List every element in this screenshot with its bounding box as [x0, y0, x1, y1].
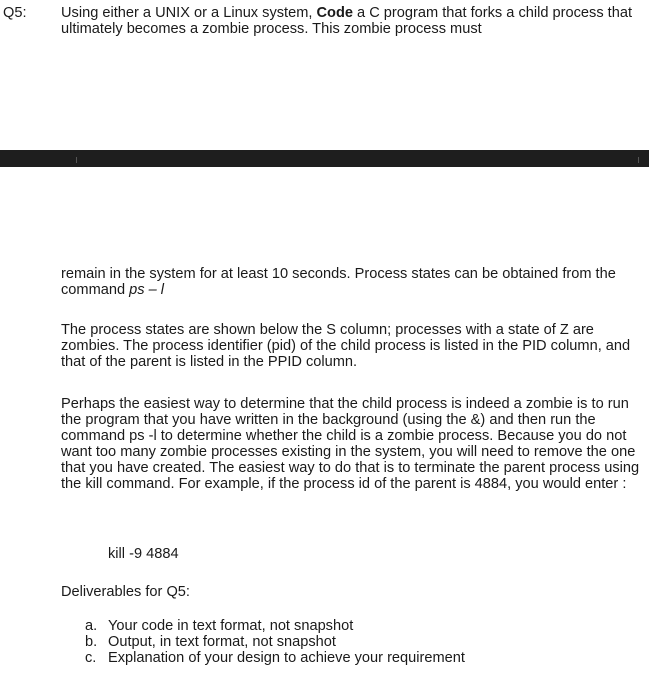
question-label: Q5:	[3, 5, 27, 21]
list-item	[85, 618, 465, 634]
paragraph-3: Perhaps the easiest way to determine that the child process is indeed a zombie is to run the program that you have written in the background (using the &) and then run the command ps -l to determine whether the child is a zombie process. Because you do not want too many zombie processes existing in the system, you will need to remove the one that you have created. The easiest way to do that is to terminate the parent process using the kill command. For example, if the process id of the parent is 4884, you would enter :	[61, 396, 640, 492]
paragraph-1-command: ps – l	[129, 282, 165, 298]
paragraph-1	[61, 266, 641, 298]
question-text-part1: Using either a UNIX or a Linux system,	[61, 5, 317, 21]
bar-tick-left	[76, 157, 77, 163]
list-item-letter: b.	[85, 634, 98, 650]
list-item	[85, 634, 465, 650]
command-example: kill -9 4884	[108, 546, 179, 562]
question-text-part2: a C program that forks a child process that ultimately becomes a zombie process. This zombie process must	[61, 5, 633, 37]
paragraph-2: The process states are shown below the S column; processes with a state of Z are zombies. The process identifier (pid) of the child process is listed in the PID column, and that of the parent is listed in the PPID column.	[61, 322, 631, 370]
paragraph-1-text: remain in the system for at least 10 seconds. Process states can be obtained from the command	[61, 266, 616, 298]
list-item-text: Output, in text format, not snapshot	[108, 634, 336, 650]
list-item-text: Explanation of your design to achieve your requirement	[108, 650, 465, 666]
question-text	[61, 5, 641, 37]
list-item	[85, 650, 465, 666]
deliverables-title: Deliverables for Q5:	[61, 584, 190, 600]
deliverables-list	[85, 618, 465, 666]
bar-tick-right	[638, 157, 639, 163]
question-text-bold: Code	[316, 5, 353, 21]
list-item-letter: c.	[85, 650, 97, 666]
list-item-letter: a.	[85, 618, 98, 634]
list-item-text: Your code in text format, not snapshot	[108, 618, 354, 634]
page-break-bar	[0, 150, 649, 167]
